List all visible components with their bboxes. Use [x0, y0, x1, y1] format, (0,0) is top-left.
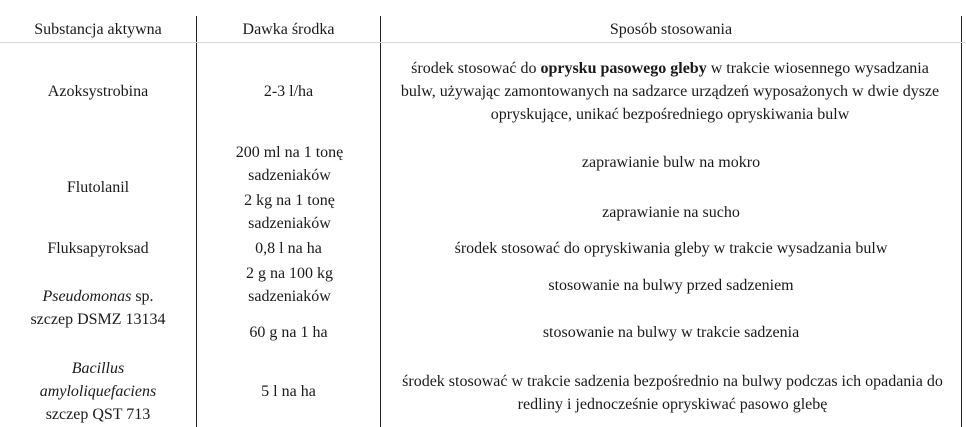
substance-bacillus: Bacillus amyloliquefaciens szczep QST 713: [39, 359, 157, 423]
dose-bacillus: 5 l na ha: [261, 383, 316, 400]
substance-azoksystrobina: Azoksystrobina: [47, 82, 149, 100]
substance-pseudomonas: Pseudomonas sp. szczep DSMZ 13134: [30, 288, 166, 328]
dose-flutolanil-1: 200 ml na 1 tonę sadzeniaków: [235, 144, 344, 184]
method-fluksapyroksad: środek stosować do opryskiwania gleby w trakcie wysadzania bulw: [454, 240, 888, 257]
header-method: Sposób stosowania: [609, 21, 733, 38]
method-pseudomonas-1: stosowanie na bulwy przed sadzeniem: [548, 277, 794, 294]
header-substance: Substancja aktywna: [34, 21, 162, 38]
header-dose: Dawka środka: [242, 21, 335, 38]
dose-azoksystrobina: 2-3 l/ha: [263, 82, 314, 100]
dose-fluksapyroksad: 0,8 l na ha: [255, 240, 322, 257]
method-pseudomonas-2: stosowanie na bulwy w trakcie sadzenia: [542, 324, 800, 341]
method-bacillus: środek stosować w trakcie sadzenia bezpośrednio na bulwy podczas ich opadania do redliny i jednocześnie opryskiwać pasowo glebę: [402, 373, 943, 413]
method-azoksystrobina: środek stosować do oprysku pasowego gleby w trakcie wiosennego wysadzania bulw, używając zamontowanych na sadzarce urządzeń wyposażonych w dwie dysze opryskujące, unikać bezpośredniego opryskiwania bulw: [400, 59, 940, 123]
column-divider-3: [961, 16, 962, 427]
row-divider: [0, 42, 966, 43]
dose-pseudomonas-1: 2 g na 100 kg sadzeniaków: [245, 265, 334, 305]
method-flutolanil-1: zaprawianie bulw na mokro: [581, 154, 761, 171]
dose-pseudomonas-2: 60 g na 1 ha: [249, 324, 328, 341]
substance-flutolanil: Flutolanil: [66, 178, 130, 196]
substance-fluksapyroksad: Fluksapyroksad: [47, 240, 149, 257]
method-flutolanil-2: zaprawianie na sucho: [602, 204, 740, 221]
dose-flutolanil-2: 2 kg na 1 tonę sadzeniaków: [244, 192, 335, 232]
